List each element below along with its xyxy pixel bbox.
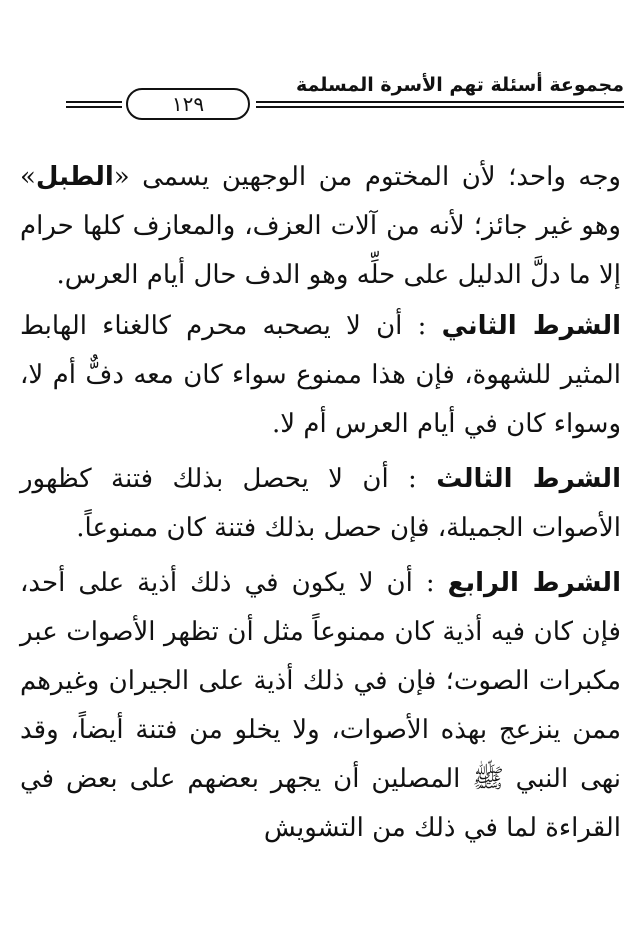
paragraph-condition-3: [20, 455, 621, 553]
bold-term: الطبل: [35, 162, 114, 192]
page-body: [20, 153, 621, 859]
header-rule-left: [66, 101, 122, 108]
paragraph-text: » وهو غير جائز؛ لأنه من آلات العزف، والمعازف كلها حرام إلا ما دلَّ الدليل على حلِّه وهو الدف حال أيام العرس.: [20, 162, 621, 290]
condition-text: : أن لا يكون في ذلك أذية على أحد، فإن كان فيه أذية كان ممنوعاً مثل أن تظهر الأصوات عبر مكبرات الصوت؛ فإن في ذلك أذية على الجيران وغيرهم ممن ينزعج بهذه الأصوات، ولا يخلو من فتنة أيضاً، وقد نهى النبي ﷺ المصلين أن يجهر بعضهم على بعض في القراءة لما في ذلك من التشويش: [20, 568, 622, 843]
condition-text: : أن لا يحصل بذلك فتنة كظهور الأصوات الجميلة، فإن حصل بذلك فتنة كان ممنوعاً.: [20, 464, 621, 543]
paragraph-condition-4: [20, 559, 621, 853]
condition-text: : أن لا يصحبه محرم كالغناء الهابط المثير للشهوة، فإن هذا ممنوع سواء كان معه دفٌّ أم لا، وسواء كان في أيام العرس أم لا.: [20, 311, 621, 439]
condition-title: الشرط الرابع: [447, 568, 621, 598]
paragraph-text: وجه واحد؛ لأن المختوم من الوجهين يسمى «: [113, 162, 621, 192]
condition-title: الشرط الثالث: [436, 464, 621, 494]
paragraph-condition-2: [20, 302, 621, 449]
book-title: مجموعة أسئلة تهم الأسرة المسلمة: [296, 74, 624, 96]
page-header: [66, 68, 624, 128]
condition-title: الشرط الثاني: [441, 311, 621, 341]
page-number: ١٢٩: [126, 88, 250, 120]
paragraph-intro: [20, 153, 621, 300]
header-rule-right: [256, 101, 624, 108]
